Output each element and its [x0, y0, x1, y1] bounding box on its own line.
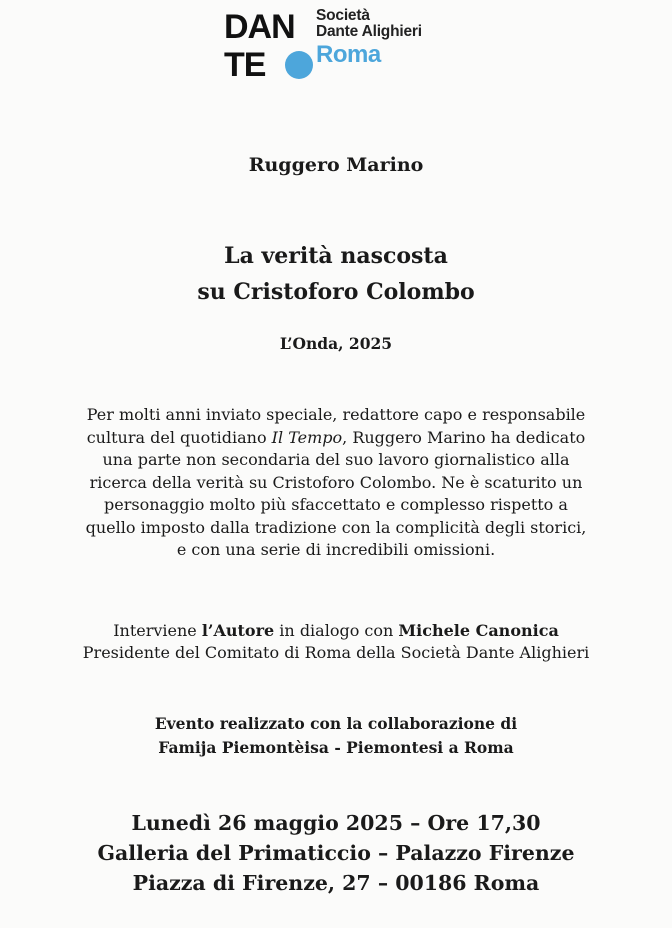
author-reference: l’Autore	[201, 621, 275, 640]
newspaper-name: Il Tempo	[271, 427, 343, 447]
logo-line-dante: Dante Alighieri	[316, 23, 422, 40]
logo-wordmark	[316, 8, 422, 70]
speaker-mid: in dialogo con	[274, 621, 399, 640]
logo-blue-circle	[285, 51, 313, 79]
event-venue: Galleria del Primaticcio – Palazzo Firenze	[97, 841, 575, 865]
description-line: quello imposto dalla tradizione con la complicità degli storici,	[85, 517, 587, 537]
speaker-line	[0, 620, 672, 642]
book-title-line2: su Cristoforo Colombo	[197, 279, 475, 305]
dante-logo-mark	[224, 8, 316, 80]
logo-mark-text-bottom: TE	[224, 46, 266, 80]
logo-line-societa: Società	[316, 7, 370, 24]
logo-line-roma: Roma	[316, 41, 381, 68]
description-line: ricerca della verità su Cristoforo Colombo. Ne è scaturito un	[89, 472, 583, 492]
event-details	[0, 808, 672, 898]
description-text: cultura del quotidiano	[86, 427, 272, 447]
description-text: , Ruggero Marino ha dedicato	[342, 427, 586, 447]
book-title	[0, 238, 672, 310]
guest-name: Michele Canonica	[398, 621, 559, 640]
logo-mark-text-top: DAN	[224, 8, 295, 46]
description-line: e con una serie di incredibili omissioni.	[176, 540, 496, 559]
description-line	[0, 427, 672, 450]
dante-alighieri-logo	[224, 8, 464, 80]
collaboration-note	[0, 712, 672, 760]
description-line: una parte non secondaria del suo lavoro giornalistico alla	[102, 450, 570, 469]
book-title-line1: La verità nascosta	[224, 243, 448, 269]
event-date-time: Lunedì 26 maggio 2025 – Ore 17,30	[131, 811, 541, 835]
description-line: Per molti anni inviato speciale, redattore capo e responsabile	[86, 405, 586, 424]
collaboration-line1: Evento realizzato con la collaborazione di	[154, 714, 518, 733]
collaboration-line2: Famija Piemontèisa - Piemontesi a Roma	[158, 738, 514, 757]
description-line: personaggio molto più sfaccettato e complesso rispetto a	[104, 495, 568, 514]
publisher-year: L’Onda, 2025	[279, 334, 393, 353]
speaker-info	[0, 620, 672, 664]
author-name: Ruggero Marino	[248, 154, 424, 176]
speaker-intro: Interviene	[113, 621, 202, 640]
event-address: Piazza di Firenze, 27 – 00186 Roma	[132, 871, 540, 895]
guest-role: Presidente del Comitato di Roma della Società Dante Alighieri	[82, 643, 590, 662]
book-description	[0, 404, 672, 562]
